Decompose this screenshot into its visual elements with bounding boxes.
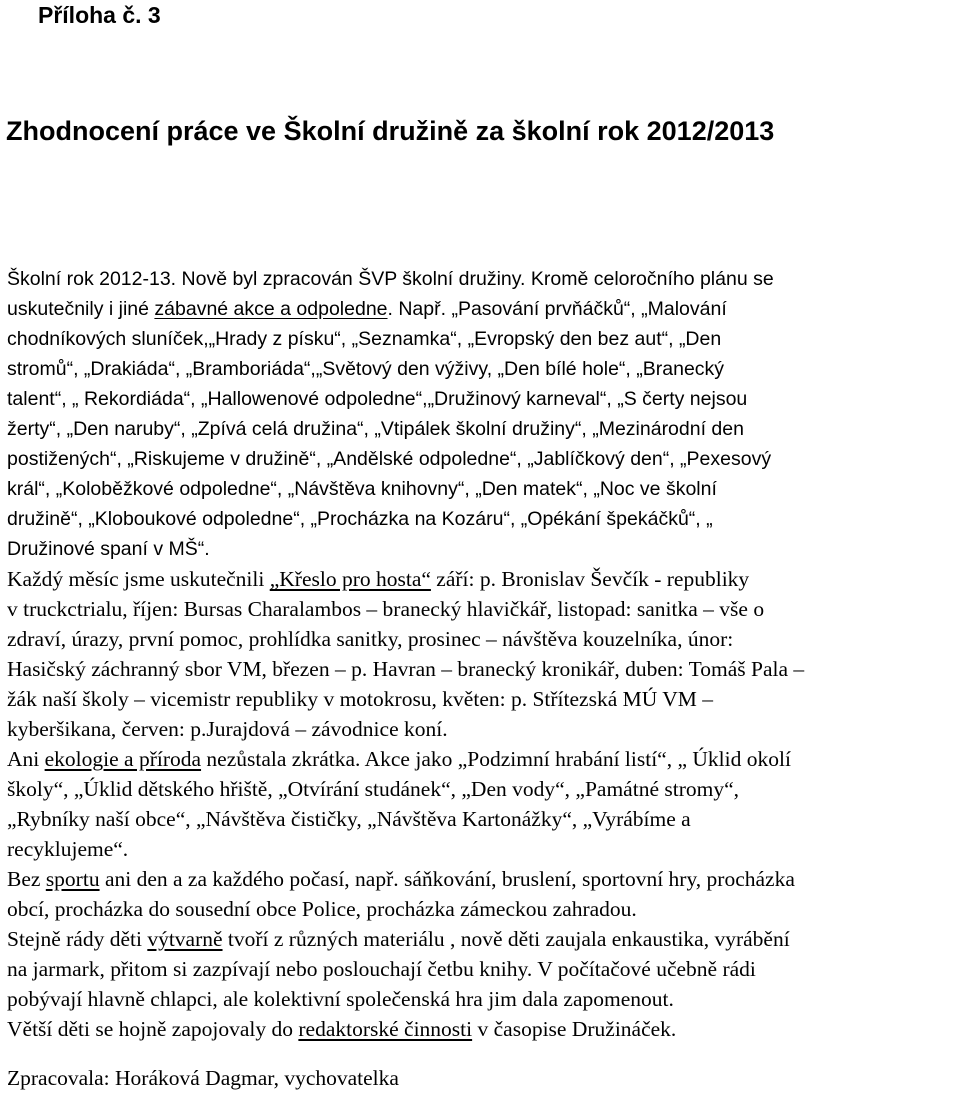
text-span: Bez: [7, 867, 46, 891]
signature: Zpracovala: Horáková Dagmar, vychovatelka: [7, 1066, 399, 1090]
text-line: chodníkových sluníček,„Hrady z písku“, „Seznamka“, „Evropský den bez aut“, „Den: [7, 328, 722, 350]
text-line: zdraví, úrazy, první pomoc, prohlídka sanitky, prosinec – návštěva kouzelníka, únor:: [7, 627, 734, 651]
text-line: žák naší školy – vicemistr republiky v motokrosu, květen: p. Střítezská MÚ VM –: [7, 687, 714, 711]
text-line: na jarmark, přitom si zazpívají nebo poslouchají četbu knihy. V počítačové učebně rádi: [7, 957, 756, 981]
text-line: recyklujeme“.: [7, 837, 129, 861]
text-line: školy“, „Úklid dětského hřiště, „Otvírání studánek“, „Den vody“, „Památné stromy“,: [7, 777, 739, 801]
text-line: [7, 1014, 957, 1044]
annex-label: Příloha č. 3: [38, 2, 161, 28]
text-span: uskutečnily i jiné: [7, 298, 155, 320]
text-line: žerty“, „Den naruby“, „Zpívá celá družina“, „Vtipálek školní družiny“, „Mezinárodní den: [7, 418, 744, 440]
text-line: král“, „Koloběžkové odpoledne“, „Návštěva knihovny“, „Den matek“, „Noc ve školní: [7, 478, 717, 500]
text-span: září: p. Bronislav Ševčík - republiky: [430, 567, 750, 591]
text-line: [7, 294, 957, 324]
text-span: . Např. „Pasování prvňáčků“, „Malování: [387, 298, 727, 320]
text-line: [7, 864, 957, 894]
text-line: družině“, „Kloboukové odpoledne“, „Procházka na Kozáru“, „Opékání špekáčků“, „: [7, 508, 713, 530]
text-line: [7, 564, 957, 594]
text-line: Školní rok 2012-13. Nově byl zpracován ŠVP školní družiny. Kromě celoročního plánu se: [7, 268, 774, 290]
text-line: kyberšikana, červen: p.Jurajdová – závodnice koní.: [7, 717, 448, 741]
text-line: talent“, „ Rekordiáda“, „Hallowenové odpoledne“,„Družinový karneval“, „S čerty nejsou: [7, 388, 748, 410]
text-span: Větší děti se hojně zapojovaly do: [7, 1017, 299, 1041]
underlined-phrase: redaktorské činnosti: [298, 1017, 473, 1041]
text-span: ani den a za každého počasí, např. sáňkování, bruslení, sportovní hry, procházka: [99, 867, 795, 891]
text-span: nezůstala zkrátka. Akce jako „Podzimní hrabání listí“, „ Úklid okolí: [201, 747, 791, 771]
text-span: Stejně rády děti: [7, 927, 148, 951]
underlined-phrase: „Křeslo pro hosta“: [269, 567, 431, 591]
text-line: [7, 924, 957, 954]
text-line: „Rybníky naší obce“, „Návštěva čističky, „Návštěva Kartonážky“, „Vyrábíme a: [7, 807, 691, 831]
underlined-phrase: zábavné akce a odpoledne: [154, 298, 388, 320]
text-line: Družinové spaní v MŠ“.: [7, 538, 210, 560]
text-line: [7, 744, 957, 774]
text-line: Hasičský záchranný sbor VM, březen – p. Havran – branecký kronikář, duben: Tomáš Pala –: [7, 657, 805, 681]
intro-paragraph: [7, 264, 957, 564]
text-line: stromů“, „Drakiáda“, „Bramboriáda“,„Světový den výživy, „Den bílé hole“, „Branecký: [7, 358, 725, 380]
text-span: Ani: [7, 747, 45, 771]
underlined-phrase: výtvarně: [147, 927, 223, 951]
text-span: tvoří z různých materiálu , nově děti zaujala enkaustika, vyrábění: [222, 927, 790, 951]
text-line: obcí, procházka do sousední obce Police, procházka zámeckou zahradou.: [7, 897, 637, 921]
text-line: v truckctrialu, říjen: Bursas Charalambos – branecký hlavičkář, listopad: sanitka – vše o: [7, 597, 765, 621]
page-title: Zhodnocení práce ve Školní družině za školní rok 2012/2013: [6, 116, 775, 146]
text-line: pobývají hlavně chlapci, ale kolektivní společenská hra jim dala zapomenout.: [7, 987, 674, 1011]
text-span: Každý měsíc jsme uskutečnili: [7, 567, 270, 591]
body-paragraphs: [7, 564, 957, 1044]
underlined-phrase: sportu: [45, 867, 100, 891]
text-span: v časopise Družináček.: [472, 1017, 677, 1041]
text-line: postižených“, „Riskujeme v družině“, „Andělské odpoledne“, „Jablíčkový den“, „Pexesový: [7, 448, 772, 470]
underlined-phrase: ekologie a příroda: [44, 747, 202, 771]
